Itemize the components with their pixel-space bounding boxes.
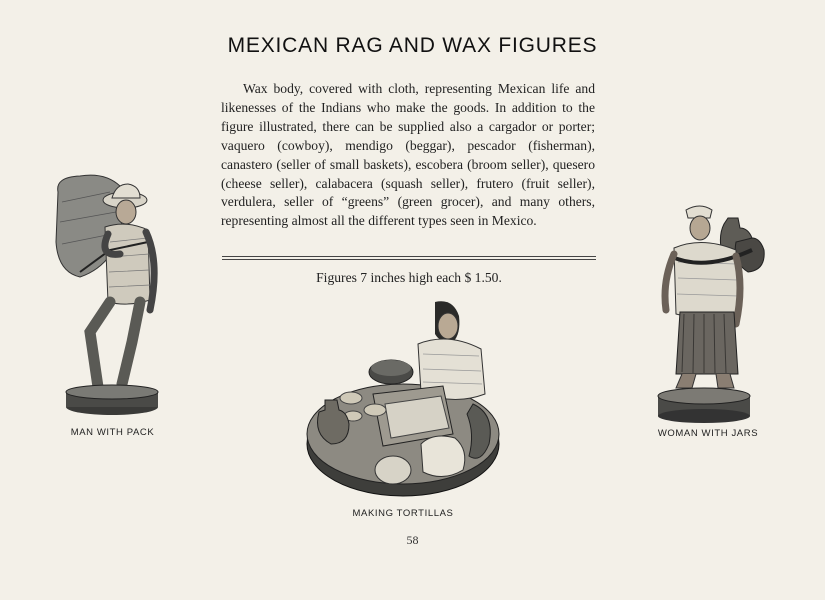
caption-woman-with-jars: WOMAN WITH JARS [657, 428, 759, 439]
man-with-pack-illustration [50, 172, 165, 422]
description-paragraph: Wax body, covered with cloth, representing Mexican life and likenesses of the Indians who make the goods. In addition to the figure illustrated, there can be supplied also a cargador or porter; vaquero (cowboy), mendigo (beggar), pescador (fisherman), canastero (seller of small baskets), escobera (broom seller), quesero (cheese seller), calabacera (squash seller), frutero (fruit seller), verdulera, seller of “greens” (green grocer), and many others, representing almost all the different types seen in Mexico. [221, 81, 595, 229]
making-tortillas-illustration [303, 294, 503, 504]
page-number: 58 [406, 533, 419, 547]
caption-man-with-pack: MAN WITH PACK [70, 427, 155, 438]
caption-making-tortillas: MAKING TORTILLAS [352, 508, 454, 519]
price-line: Figures 7 inches high each $ 1.50. [316, 270, 502, 285]
double-rule-divider [222, 256, 596, 260]
page-title: MEXICAN RAG AND WAX FIGURES [227, 34, 598, 57]
woman-with-jars-illustration [652, 202, 767, 424]
